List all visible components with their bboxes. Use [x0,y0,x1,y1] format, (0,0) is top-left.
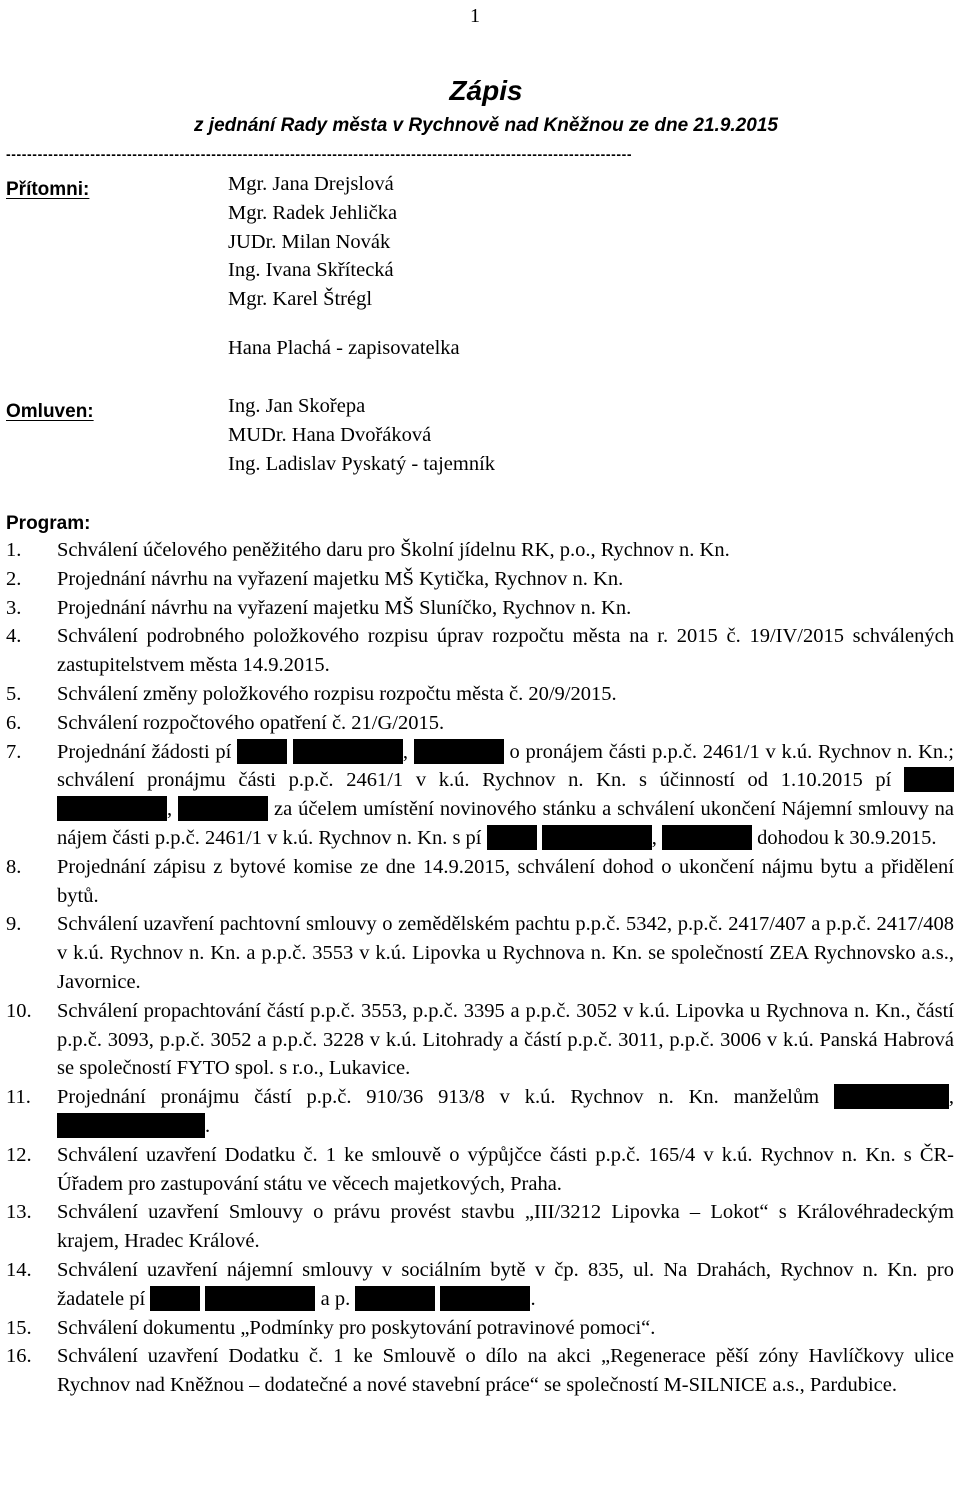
agenda-text: Schválení účelového peněžitého daru pro Školní jídelnu RK, p.o., Rychnov n. Kn. [57,539,730,561]
agenda-item [6,1314,954,1343]
redaction-box [57,1113,205,1138]
agenda-text: Schválení rozpočtového opatření č. 21/G/2015. [57,711,445,734]
agenda-number: 10. [6,999,32,1022]
agenda-item [6,1256,954,1314]
agenda-item [6,709,954,738]
agenda-number: 1. [6,539,22,561]
redaction-box [834,1084,949,1109]
agenda-text: . [205,1114,211,1137]
agenda-item [6,680,954,709]
agenda-text: , [651,826,657,849]
agenda-number: 13. [6,1201,32,1224]
agenda-text: Projednání zápisu z bytové komise ze dne 14.9.2015, schválení dohod o ukončení nájmu bytu a přidělení bytů. [57,855,954,907]
agenda-number: 4. [6,625,22,648]
agenda-item [6,1141,954,1199]
agenda-number: 14. [6,1258,32,1281]
agenda-text: , [167,798,173,821]
agenda-text: Projednání návrhu na vyřazení majetku MŠ Kytička, Rychnov n. Kn. [57,567,624,590]
redaction-box [57,796,167,821]
agenda-text: Schválení uzavření Dodatku č. 1 ke smlouvě o výpůjčce části p.p.č. 165/4 v k.ú. Rychnov n. Kn. s ČR-Úřadem pro zastupování státu ve věcech majetkových, Praha. [57,1143,954,1195]
agenda-item [6,565,954,594]
agenda-number: 5. [6,682,22,705]
excused-name: Ing. Jan Skořepa [228,395,366,417]
present-name: JUDr. Milan Novák [228,230,391,253]
agenda-text: a p. [320,1287,351,1310]
agenda-text: Schválení uzavření nájemní smlouvy v sociálním bytě v čp. 835, ul. Na Drahách, Rychnov n. Kn. pro žadatele pí [57,1258,954,1310]
redaction-box [150,1286,200,1311]
agenda-number: 3. [6,596,22,619]
redaction-box [542,825,652,850]
agenda-text: Schválení propachtování částí p.p.č. 3553, p.p.č. 3395 a p.p.č. 3052 v k.ú. Lipovka u Rychnova n. Kn., částí p.p.č. 3093, p.p.č. 3052 a p.p.č. 3228 v k.ú. Litohrady a částí p.p.č. 3011, p.p.č. 3006 v k.ú. Panská Habrová se společností FYTO spol. s r.o., Lukavice. [57,999,954,1080]
agenda-item [6,622,954,680]
present-name: Mgr. Jana Drejslová [228,173,394,195]
agenda-item [6,594,954,623]
redaction-box [205,1286,315,1311]
agenda-item [6,536,954,565]
excused-name: MUDr. Hana Dvořáková [228,423,432,446]
present-name: Ing. Ivana Skřítecká [228,259,394,282]
agenda-number: 16. [6,1345,32,1368]
agenda-text: . [530,1287,536,1310]
agenda-number: 12. [6,1143,32,1166]
agenda-text: Schválení uzavření pachtovní smlouvy o zemědělském pachtu p.p.č. 5342, p.p.č. 2417/407 a p.p.č. 2417/408 v k.ú. Rychnov n. Kn. a p.p.č. 3553 v k.ú. Lipovka u Rychnova n. Kn. se společností ZEA Rychnovsko a.s., Javornice. [57,913,954,993]
redaction-box [662,825,752,850]
agenda-text: Schválení dokumentu „Podmínky pro poskytování potravinové pomoci“. [57,1316,656,1339]
agenda-text: Projednání pronájmu částí p.p.č. 910/36 913/8 v k.ú. Rychnov n. Kn. manželům [57,1086,820,1109]
redaction-box [178,796,268,821]
redaction-box [293,739,403,764]
excused-label: Omluven: [6,401,94,422]
document-subtitle: z jednání Rady města v Rychnově nad Kněžnou ze dne 21.9.2015 [194,115,778,136]
agenda-text: , [948,1086,954,1109]
secretary: Hana Plachá - zapisovatelka [228,337,460,359]
redaction-box [237,739,287,764]
agenda-text: Schválení změny položkového rozpisu rozpočtu města č. 20/9/2015. [57,682,617,705]
agenda-number: 6. [6,711,22,734]
present-list [228,170,397,314]
excused-name: Ing. Ladislav Pyskatý - tajemník [228,452,496,475]
agenda-item [6,738,954,853]
agenda-number: 15. [6,1316,32,1339]
present-label: Přítomni: [6,179,90,200]
agenda-text: Projednání žádosti pí [57,740,232,763]
page-number: 1 [470,5,480,27]
present-name: Mgr. Karel Štrégl [228,288,373,311]
agenda-item [6,853,954,911]
redaction-box [440,1286,530,1311]
separator-line: ----------------------------------------------------------------------------------------------------------------------- [6,146,633,162]
agenda-text: Projednání návrhu na vyřazení majetku MŠ Sluníčko, Rychnov n. Kn. [57,596,632,619]
present-name: Mgr. Radek Jehlička [228,201,398,224]
agenda-number: 7. [6,740,22,763]
agenda-text: za účelem umístění novinového stánku a schválení ukončení Nájemní smlouvy na nájem části p.p.č. 2461/1 v k.ú. Rychnov n. Kn. s pí [57,798,955,849]
agenda-text: , [402,740,409,763]
document-title: Zápis [449,75,523,106]
agenda-text: o pronájem části p.p.č. 2461/1 v k.ú. Rychnov n. Kn.; schválení pronájmu části p.p.č. 2461/1 v k.ú. Rychnov n. Kn. s účinností od 1.10.2015 pí [57,740,955,792]
agenda-item [6,1083,954,1141]
agenda-text: dohodou k 30.9.2015. [757,826,937,849]
redaction-box [487,825,537,850]
agenda-number: 9. [6,913,22,936]
agenda-list [6,536,954,1400]
agenda-item [6,1198,954,1256]
program-label: Program: [6,513,91,534]
agenda-item [6,910,954,996]
agenda-text: Schválení podrobného položkového rozpisu úprav rozpočtu města na r. 2015 č. 19/IV/2015 schválených zastupitelstvem města 14.9.2015. [57,625,954,677]
agenda-number: 8. [6,855,22,878]
agenda-item [6,997,954,1083]
excused-list [228,392,495,478]
redaction-box [355,1286,435,1311]
redaction-box [414,739,504,764]
redaction-box [904,767,954,792]
agenda-text: Schválení uzavření Dodatku č. 1 ke Smlouvě o dílo na akci „Regenerace pěší zóny Havlíčkovy ulice Rychnov nad Kněžnou – dodatečné a nové stavební práce“ se společností M-SILNICE a.s., Pardubice. [57,1345,954,1397]
agenda-number: 2. [6,567,22,590]
agenda-item [6,1342,954,1400]
agenda-number: 11. [6,1086,31,1109]
agenda-text: Schválení uzavření Smlouvy o právu provést stavbu „III/3212 Lipovka – Lokot“ s Královéhradeckým krajem, Hradec Králové. [57,1201,954,1253]
